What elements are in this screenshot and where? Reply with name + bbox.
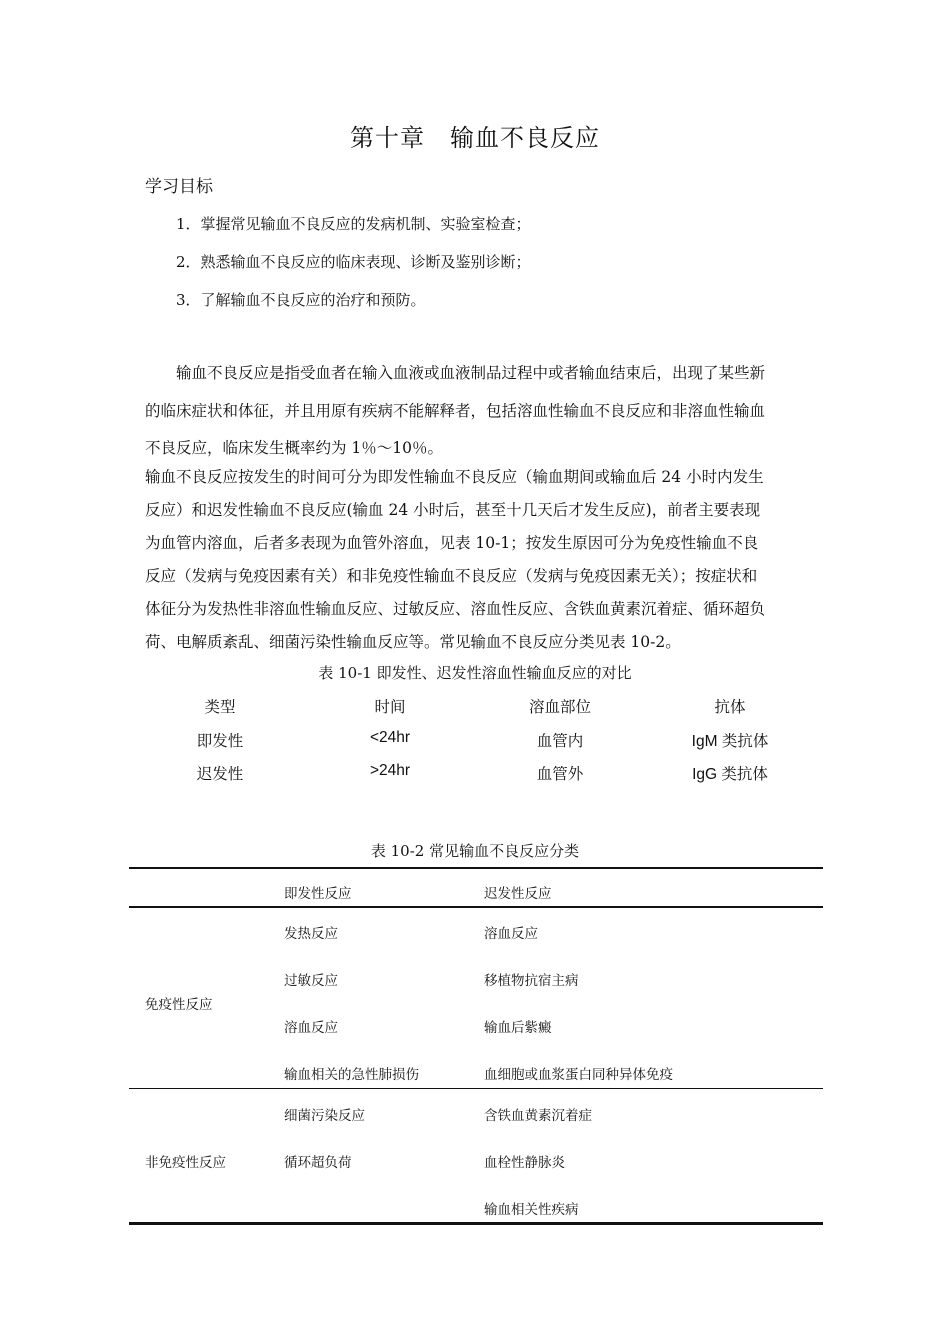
table2-cell: 发热反应 bbox=[284, 926, 338, 942]
objective-item: 3．了解输血不良反应的治疗和预防。 bbox=[176, 291, 426, 309]
table2-top-rule bbox=[129, 867, 823, 869]
table2-cell: 细菌污染反应 bbox=[284, 1108, 365, 1124]
table2-bottom-rule bbox=[129, 1222, 823, 1225]
table1-header: 类型 bbox=[204, 698, 236, 716]
paragraph-line: 反应）和迟发性输血不良反应(输血 24 小时后，甚至十几天后才发生反应)，前者主要表现 bbox=[145, 501, 761, 519]
table2-group-label: 免疫性反应 bbox=[145, 997, 213, 1013]
table1-cell: IgG 类抗体 bbox=[692, 766, 768, 783]
table1-cell: 迟发性 bbox=[196, 765, 244, 783]
table1-cell: 血管外 bbox=[536, 765, 584, 783]
table2-cell: 输血后紫癜 bbox=[484, 1020, 552, 1036]
table2-cell: 移植物抗宿主病 bbox=[484, 973, 579, 989]
objective-item: 1．掌握常见输血不良反应的发病机制、实验室检查； bbox=[176, 215, 531, 233]
table2-cell: 血栓性静脉炎 bbox=[484, 1155, 565, 1171]
table1-cell: 即发性 bbox=[196, 732, 244, 750]
chapter-title: 第十章 输血不良反应 bbox=[350, 124, 600, 152]
table2-group-label: 非免疫性反应 bbox=[145, 1155, 226, 1171]
table2-caption: 表 10-2 常见输血不良反应分类 bbox=[370, 842, 580, 860]
table2-cell: 含铁血黄素沉着症 bbox=[484, 1108, 592, 1124]
table2-cell: 血细胞或血浆蛋白同种异体免疫 bbox=[484, 1067, 673, 1083]
paragraph-line: 的临床症状和体征，并且用原有疾病不能解释者，包括溶血性输血不良反应和非溶血性输血 bbox=[145, 402, 766, 420]
table1-cell: IgM 类抗体 bbox=[691, 733, 769, 750]
table1-cell: >24hr bbox=[369, 762, 411, 779]
table1-caption: 表 10-1 即发性、迟发性溶血性输血反应的对比 bbox=[318, 664, 632, 682]
objective-item: 2．熟悉输血不良反应的临床表现、诊断及鉴别诊断； bbox=[176, 253, 531, 271]
paragraph-line: 荷、电解质紊乱、细菌污染性输血反应等。常见输血不良反应分类见表 10-2。 bbox=[145, 633, 681, 651]
table2-cell: 输血相关性疾病 bbox=[484, 1202, 579, 1218]
paragraph-line: 输血不良反应按发生的时间可分为即发性输血不良反应（输血期间或输血后 24 小时内发生 bbox=[145, 468, 764, 486]
table1-header: 溶血部位 bbox=[528, 698, 591, 716]
table2-group-divider bbox=[129, 1088, 823, 1089]
table2-header-rule bbox=[129, 906, 823, 908]
table1-header: 抗体 bbox=[714, 698, 746, 716]
table2-cell: 溶血反应 bbox=[484, 926, 538, 942]
paragraph-line: 体征分为发热性非溶血性输血反应、过敏反应、溶血性反应、含铁血黄素沉着症、循环超负 bbox=[145, 600, 766, 618]
table2-cell: 溶血反应 bbox=[284, 1020, 338, 1036]
table2-cell: 输血相关的急性肺损伤 bbox=[284, 1067, 419, 1083]
table1-cell: 血管内 bbox=[536, 732, 584, 750]
paragraph-line: 反应（发病与免疫因素有关）和非免疫性输血不良反应（发病与免疫因素无关）；按症状和 bbox=[145, 567, 758, 585]
paragraph-line: 不良反应，临床发生概率约为 1％～10％。 bbox=[145, 439, 444, 457]
table1-header: 时间 bbox=[374, 698, 406, 716]
table2-cell: 循环超负荷 bbox=[284, 1155, 352, 1171]
paragraph-line: 为血管内溶血，后者多表现为血管外溶血，见表 10-1；按发生原因可分为免疫性输血不良 bbox=[145, 534, 759, 552]
objectives-heading: 学习目标 bbox=[145, 177, 213, 197]
table2-header: 迟发性反应 bbox=[484, 886, 552, 902]
paragraph-line: 输血不良反应是指受血者在输入血液或血液制品过程中或者输血结束后，出现了某些新 bbox=[176, 364, 766, 382]
table1-cell: <24hr bbox=[369, 729, 411, 746]
table2-header: 即发性反应 bbox=[284, 886, 352, 902]
table2-cell: 过敏反应 bbox=[284, 973, 338, 989]
